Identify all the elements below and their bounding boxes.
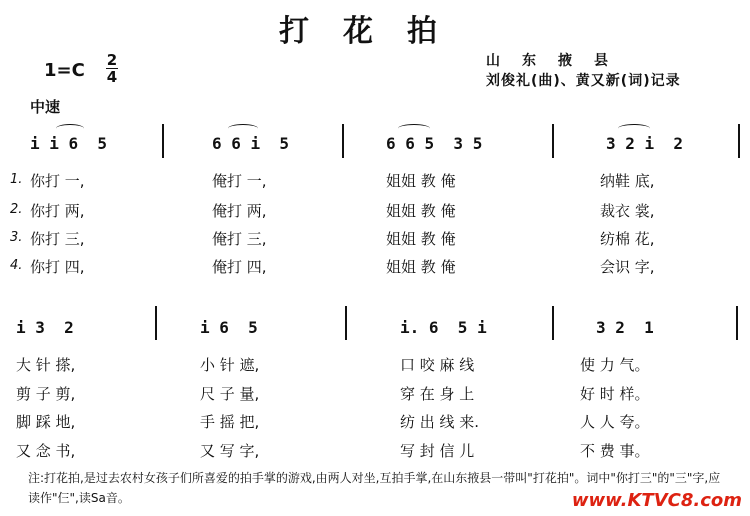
lyric: 手 摇 把, xyxy=(200,413,260,431)
barline xyxy=(162,124,164,158)
barline xyxy=(736,306,738,340)
verse-number: 4. xyxy=(10,258,23,273)
verse-number: 2. xyxy=(10,202,23,217)
lyric: 穿 在 身 上 xyxy=(400,385,475,403)
lyric: 口 咬 麻 线 xyxy=(400,356,475,374)
lyric: 你打 三, xyxy=(30,230,85,248)
lyric: 裁衣 裳, xyxy=(600,202,655,220)
slur xyxy=(56,124,84,133)
lyric: 你打 一, xyxy=(30,172,85,190)
lyric: 人 人 夸。 xyxy=(580,413,650,431)
lyric: 俺打 三, xyxy=(212,230,267,248)
measure-notation: 6 6 5 3 5 xyxy=(386,134,483,153)
lyric: 不 费 事。 xyxy=(580,442,650,460)
measure-notation: 3 2 i 2 xyxy=(606,134,684,153)
slur xyxy=(618,124,650,133)
time-numerator: 2 xyxy=(106,51,118,69)
lyric: 剪 子 剪, xyxy=(16,385,76,403)
source-region: 山东掖县 xyxy=(486,53,630,69)
footnote: 注:打花拍,是过去农村女孩子们所喜爱的拍手掌的游戏,由两人对坐,互拍手掌,在山东掖县一带叫"打花拍"。词中"你打三"的"三"字,应读作"仨",读Sa音。 xyxy=(28,471,721,505)
lyric: 俺打 一, xyxy=(212,172,267,190)
lyric: 尺 子 量, xyxy=(200,385,260,403)
lyric: 姐姐 教 俺 xyxy=(386,202,456,220)
lyric: 姐姐 教 俺 xyxy=(386,230,456,248)
credits: 刘俊礼(曲)、黄又新(词)记录 xyxy=(486,73,681,89)
measure-notation: 6 6 i 5 xyxy=(212,134,290,153)
lyric: 姐姐 教 俺 xyxy=(386,172,456,190)
lyric: 又 写 字, xyxy=(200,442,260,460)
lyric: 大 针 搽, xyxy=(16,356,76,374)
lyric: 俺打 两, xyxy=(212,202,267,220)
time-signature xyxy=(104,52,120,85)
barline xyxy=(345,306,347,340)
verse-number: 3. xyxy=(10,230,23,245)
measure-notation: i 6 5 xyxy=(200,318,258,337)
barline xyxy=(342,124,344,158)
time-denominator: 4 xyxy=(106,68,118,86)
lyric: 你打 两, xyxy=(30,202,85,220)
lyric: 纺棉 花, xyxy=(600,230,655,248)
barline xyxy=(155,306,157,340)
measure-notation: 3 2 1 xyxy=(596,318,654,337)
watermark[interactable]: www.KTVC8.com xyxy=(571,490,742,511)
barline xyxy=(552,306,554,340)
lyric: 好 时 样。 xyxy=(580,385,650,403)
key-signature: 1=C xyxy=(44,60,85,81)
lyric: 你打 四, xyxy=(30,258,85,276)
barline xyxy=(738,124,740,158)
lyric: 写 封 信 儿 xyxy=(400,442,475,460)
measure-notation: i 3 2 xyxy=(16,318,74,337)
measure-notation: i. 6 5 i xyxy=(400,318,487,337)
verse-number: 1. xyxy=(10,172,23,187)
lyric: 脚 踩 地, xyxy=(16,413,76,431)
tempo-marking: 中速 xyxy=(30,98,61,116)
slur xyxy=(398,124,430,133)
lyric: 又 念 书, xyxy=(16,442,76,460)
lyric: 会识 字, xyxy=(600,258,655,276)
measure-notation: i i 6 5 xyxy=(30,134,108,153)
slur xyxy=(228,124,258,133)
lyric: 小 针 遮, xyxy=(200,356,260,374)
lyric: 姐姐 教 俺 xyxy=(386,258,456,276)
lyric: 使 力 气。 xyxy=(580,356,650,374)
song-title: 打花拍 xyxy=(279,14,471,49)
lyric: 纺 出 线 来. xyxy=(400,413,480,431)
lyric: 纳鞋 底, xyxy=(600,172,655,190)
barline xyxy=(552,124,554,158)
lyric: 俺打 四, xyxy=(212,258,267,276)
